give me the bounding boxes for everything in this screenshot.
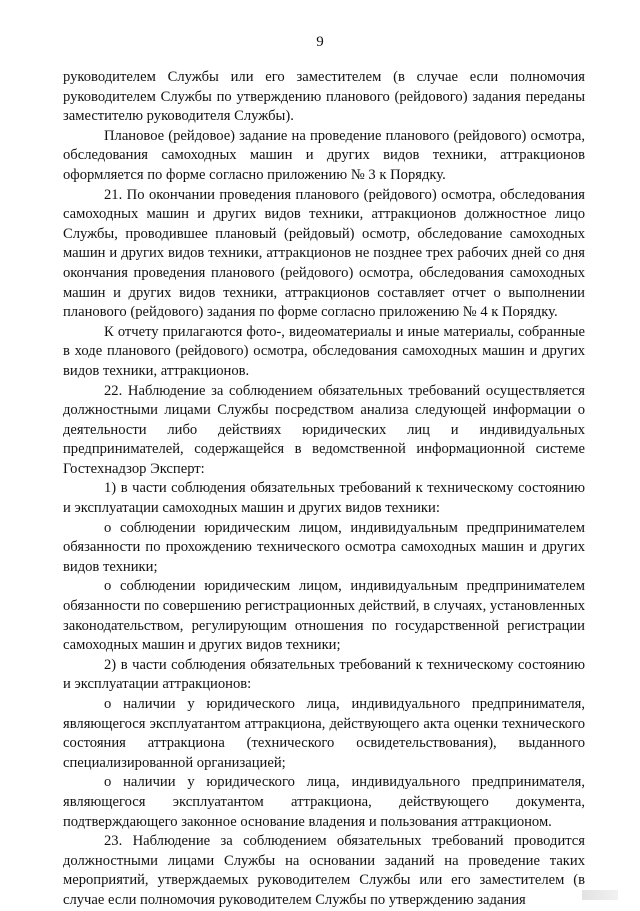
paragraph-technical-inspection: о соблюдении юридическим лицом, индивидуальным предпринимателем обязанности по прохождению технического осмотра самоходных машин и других видов техники; (63, 519, 585, 575)
paragraph-attraction-assessment: о наличии у юридического лица, индивидуального предпринимателя, являющегося эксплуатантом аттракциона, действующего акта оценки технического состояния аттракциона (технического освидетельствования), выданного специализированной организацией; (63, 696, 585, 771)
paragraph-attraction-ownership: о наличии у юридического лица, индивидуального предпринимателя, являющегося эксплуатантом аттракциона, действующего документа, подтверждающего законное основание владения и пользования аттракционом. (63, 774, 585, 830)
scan-mark (582, 890, 618, 900)
paragraph-planned-task-form: Плановое (рейдовое) задание на проведение планового (рейдового) осмотра, обследования самоходных машин и других видов техники, аттракционов оформляется по форме согласно приложению № 3 к Порядку. (63, 127, 585, 183)
document-body (63, 68, 585, 911)
paragraph-subitem-1: 1) в части соблюдения обязательных требований к техническому состоянию и эксплуатации самоходных машин и других видов техники: (63, 480, 585, 517)
paragraph-item-22: 22. Наблюдение за соблюдением обязательных требований осуществляется должностными лицами Службы посредством анализа следующей информации о деятельности либо действиях юридических лиц и индивидуальных предпринимателей, содержащейся в ведомственной информационной системе Гостехнадзор Эксперт: (63, 382, 585, 477)
paragraph-report-attachments: К отчету прилагаются фото-, видеоматериалы и иные материалы, собранные в ходе планового (рейдового) осмотра, обследования самоходных машин и других видов техники, аттракционов. (63, 323, 585, 379)
page-number: 9 (316, 34, 324, 50)
paragraph-item-23: 23. Наблюдение за соблюдением обязательных требований проводится должностными лицами Службы на основании заданий на проведение таких мероприятий, утверждаемых руководителем Службы или его заместителем (в случае если полномочия руководителем Службы по утверждению задания (63, 833, 585, 908)
paragraph-continuation: руководителем Службы или его заместителем (в случае если полномочия руководителем Службы по утверждению планового (рейдового) задания переданы заместителю руководителя Службы). (63, 69, 585, 125)
paragraph-item-21: 21. По окончании проведения планового (рейдового) осмотра, обследования самоходных машин и других видов техники, аттракционов должностное лицо Службы, проводившее плановый (рейдовый) осмотр, обследование самоходных машин и других видов техники, аттракционов не позднее трех рабочих дней со дня окончания проведения планового (рейдового) осмотра, обследования самоходных машин и других видов техники, аттракционов составляет отчет о выполнении планового (рейдового) задания по форме согласно приложению № 4 к Порядку. (63, 186, 585, 321)
paragraph-subitem-2: 2) в части соблюдения обязательных требований к техническому состоянию и эксплуатации аттракционов: (63, 656, 585, 693)
paragraph-registration-actions: о соблюдении юридическим лицом, индивидуальным предпринимателем обязанности по совершению регистрационных действий, в случаях, установленных законодательством, регулирующим отношения по государственной регистрации самоходных машин и других видов техники; (63, 578, 585, 654)
